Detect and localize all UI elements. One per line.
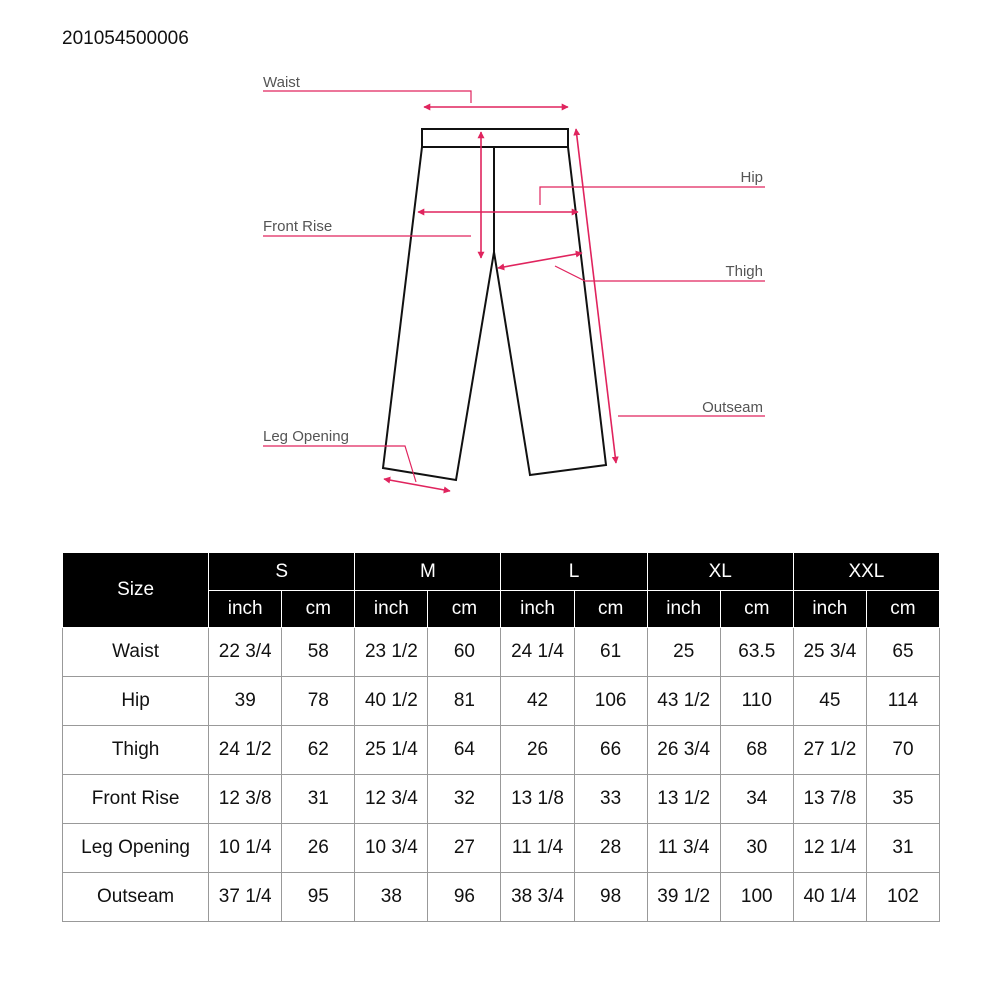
table-cell: 96 — [428, 873, 501, 922]
unit-header: inch — [501, 591, 574, 628]
size-column-header: M — [355, 553, 501, 591]
table-cell: 81 — [428, 677, 501, 726]
unit-header: cm — [428, 591, 501, 628]
unit-header: inch — [793, 591, 866, 628]
row-label: Leg Opening — [63, 824, 209, 873]
table-cell: 114 — [866, 677, 939, 726]
row-label: Waist — [63, 628, 209, 677]
table-cell: 12 3/8 — [209, 775, 282, 824]
table-cell: 61 — [574, 628, 647, 677]
table-cell: 13 7/8 — [793, 775, 866, 824]
table-cell: 60 — [428, 628, 501, 677]
table-cell: 32 — [428, 775, 501, 824]
row-label: Thigh — [63, 726, 209, 775]
table-cell: 10 3/4 — [355, 824, 428, 873]
table-cell: 31 — [282, 775, 355, 824]
size-chart-table — [62, 552, 940, 922]
table-cell: 40 1/2 — [355, 677, 428, 726]
unit-header: inch — [647, 591, 720, 628]
size-column-header: XXL — [793, 553, 939, 591]
table-row — [63, 726, 940, 775]
label-outseam: Outseam — [702, 399, 763, 416]
table-row — [63, 824, 940, 873]
table-cell: 27 1/2 — [793, 726, 866, 775]
table-cell: 35 — [866, 775, 939, 824]
size-header: Size — [63, 553, 209, 628]
table-cell: 39 1/2 — [647, 873, 720, 922]
table-cell: 65 — [866, 628, 939, 677]
table-cell: 10 1/4 — [209, 824, 282, 873]
unit-header: cm — [574, 591, 647, 628]
size-header-row — [63, 553, 940, 591]
size-column-header: S — [209, 553, 355, 591]
table-cell: 25 — [647, 628, 720, 677]
label-front-rise: Front Rise — [263, 218, 333, 235]
table-cell: 34 — [720, 775, 793, 824]
row-label: Hip — [63, 677, 209, 726]
pants-outline — [383, 129, 606, 480]
table-cell: 25 1/4 — [355, 726, 428, 775]
table-cell: 102 — [866, 873, 939, 922]
thigh-arrow — [498, 253, 582, 268]
table-cell: 23 1/2 — [355, 628, 428, 677]
table-cell: 31 — [866, 824, 939, 873]
table-cell: 98 — [574, 873, 647, 922]
table-cell: 39 — [209, 677, 282, 726]
table-cell: 64 — [428, 726, 501, 775]
table-cell: 66 — [574, 726, 647, 775]
waistband — [422, 129, 568, 147]
label-leg-opening: Leg Opening — [263, 428, 349, 445]
table-cell: 28 — [574, 824, 647, 873]
table-cell: 110 — [720, 677, 793, 726]
table-cell: 43 1/2 — [647, 677, 720, 726]
table-cell: 95 — [282, 873, 355, 922]
table-cell: 25 3/4 — [793, 628, 866, 677]
table-cell: 38 3/4 — [501, 873, 574, 922]
unit-header: cm — [866, 591, 939, 628]
size-column-header: L — [501, 553, 647, 591]
table-cell: 106 — [574, 677, 647, 726]
table-cell: 42 — [501, 677, 574, 726]
row-label: Outseam — [63, 873, 209, 922]
table-cell: 26 — [501, 726, 574, 775]
table-cell: 63.5 — [720, 628, 793, 677]
product-code: 201054500006 — [62, 28, 189, 49]
table-cell: 68 — [720, 726, 793, 775]
table-cell: 30 — [720, 824, 793, 873]
table-cell: 12 1/4 — [793, 824, 866, 873]
size-column-header: XL — [647, 553, 793, 591]
table-cell: 100 — [720, 873, 793, 922]
table-row — [63, 873, 940, 922]
table-cell: 12 3/4 — [355, 775, 428, 824]
unit-header: cm — [720, 591, 793, 628]
table-cell: 24 1/2 — [209, 726, 282, 775]
label-waist: Waist — [263, 74, 300, 91]
table-cell: 45 — [793, 677, 866, 726]
unit-header: cm — [282, 591, 355, 628]
table-cell: 37 1/4 — [209, 873, 282, 922]
table-cell: 70 — [866, 726, 939, 775]
table-cell: 13 1/2 — [647, 775, 720, 824]
table-cell: 13 1/8 — [501, 775, 574, 824]
label-hip: Hip — [740, 169, 763, 186]
leg-opening-arrow — [384, 479, 450, 491]
table-cell: 11 1/4 — [501, 824, 574, 873]
table-cell: 24 1/4 — [501, 628, 574, 677]
size-table-body — [63, 628, 940, 922]
table-cell: 27 — [428, 824, 501, 873]
unit-header: inch — [209, 591, 282, 628]
table-cell: 11 3/4 — [647, 824, 720, 873]
row-label: Front Rise — [63, 775, 209, 824]
table-row — [63, 775, 940, 824]
table-row — [63, 677, 940, 726]
table-cell: 38 — [355, 873, 428, 922]
table-cell: 26 3/4 — [647, 726, 720, 775]
leg-opening-leader — [263, 446, 416, 482]
waist-leader — [263, 91, 471, 103]
label-thigh: Thigh — [725, 263, 763, 280]
table-cell: 22 3/4 — [209, 628, 282, 677]
table-row — [63, 628, 940, 677]
unit-header: inch — [355, 591, 428, 628]
outseam-arrow — [576, 129, 616, 463]
table-cell: 58 — [282, 628, 355, 677]
table-cell: 62 — [282, 726, 355, 775]
table-cell: 40 1/4 — [793, 873, 866, 922]
table-cell: 33 — [574, 775, 647, 824]
table-cell: 78 — [282, 677, 355, 726]
table-cell: 26 — [282, 824, 355, 873]
